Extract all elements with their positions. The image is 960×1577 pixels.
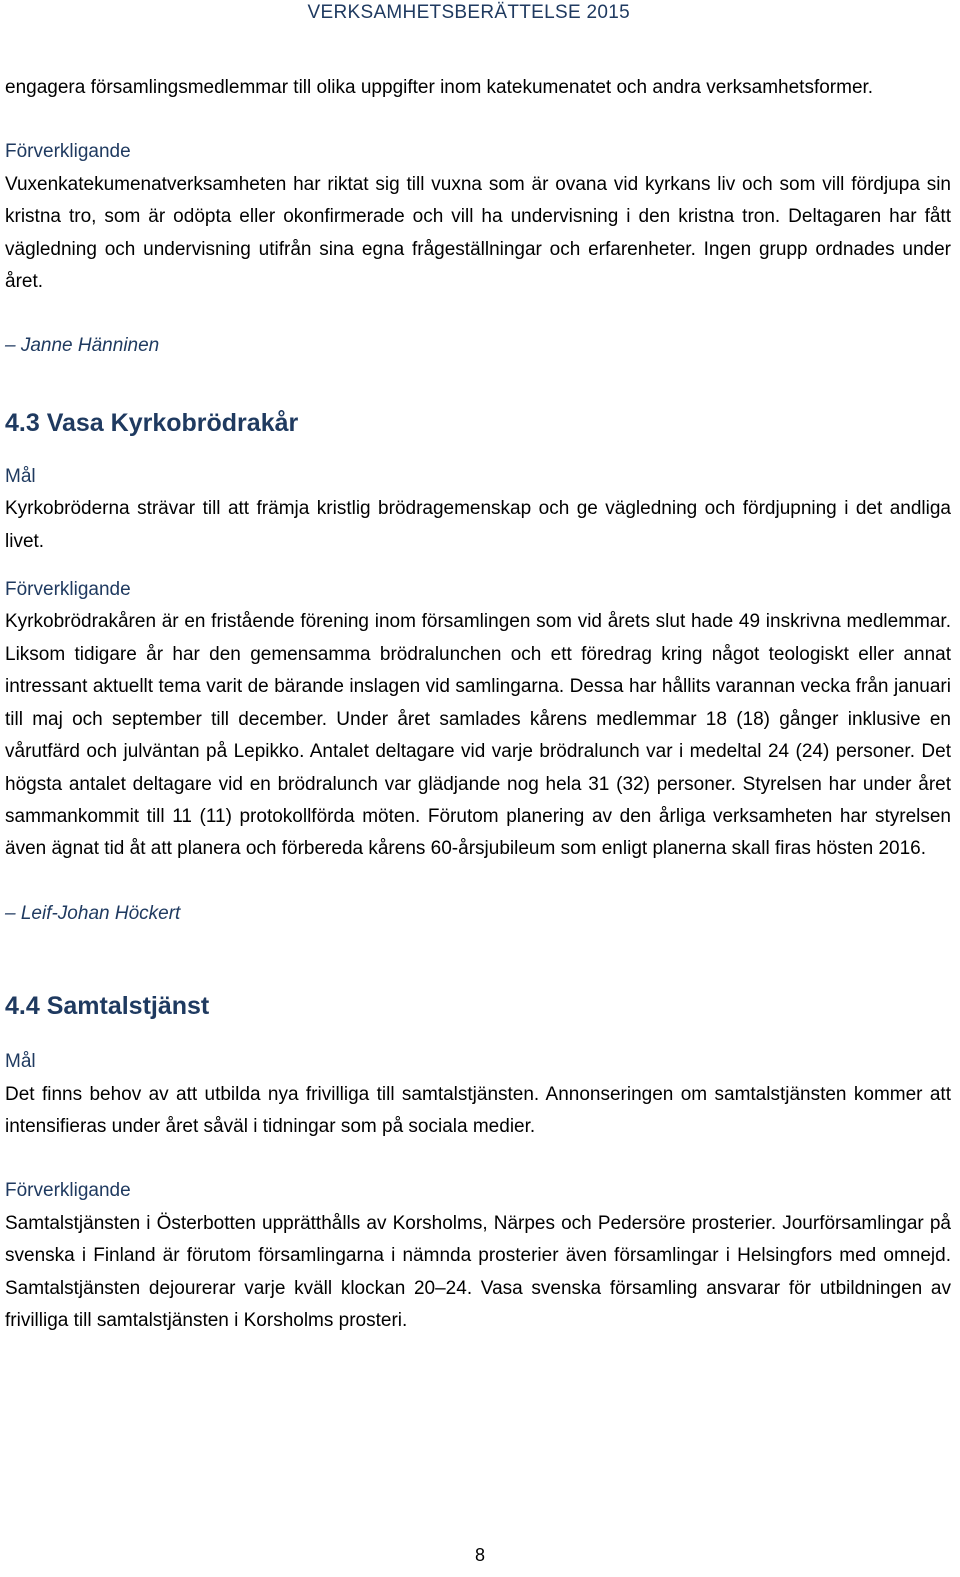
- katekumenat-forverkligande-label: Förverkligande: [5, 141, 131, 163]
- katekumenat-signature: – Janne Hänninen: [5, 335, 160, 357]
- kyrkobrodrakar-signature: – Leif-Johan Höckert: [5, 902, 181, 924]
- running-header: VERKSAMHETSBERÄTTELSE 2015: [307, 2, 630, 23]
- kyrkobrodrakar-mal-label: Mål: [5, 465, 36, 487]
- section-heading-4-3: 4.3 Vasa Kyrkobrödrakår: [5, 408, 299, 437]
- intro-paragraph: engagera församlingsmedlemmar till olika uppgifter inom katekumenatet och andra verksamhetsformer.: [5, 77, 874, 98]
- section-heading-4-4: 4.4 Samtalstjänst: [5, 992, 210, 1021]
- samtalstjanst-forverkligande-label: Förverkligande: [5, 1180, 131, 1202]
- samtalstjanst-forverkligande-text: Samtalstjänsten i Österbotten upprätthålls av Korsholms, Närpes och Pedersöre prosterier. Jourförsamlingar på svenska i Finland är förutom församlingarna i nämnda prosterier även församlingar i Helsingfors med omnejd. Samtalstjänsten dejourerar varje kväll klockan 20–24. Vasa svenska församling ansvarar för utbildningen av frivilliga till samtalstjänsten i Korsholms prosteri.: [5, 1212, 951, 1331]
- page-number: 8: [474, 1545, 485, 1565]
- kyrkobrodrakar-forverkligande-label: Förverkligande: [5, 579, 131, 601]
- samtalstjanst-mal-text: Det finns behov av att utbilda nya frivilliga till samtalstjänsten. Annonseringen om samtalstjänsten kommer att intensifieras under året såväl i tidningar som på sociala medier.: [5, 1083, 951, 1137]
- kyrkobrodrakar-mal-text: Kyrkobröderna strävar till att främja kristlig brödragemenskap och ge vägledning och fördjupning i det andliga livet.: [5, 498, 951, 552]
- samtalstjanst-mal-label: Mål: [5, 1051, 36, 1073]
- kyrkobrodrakar-forverkligande-text: Kyrkobrödrakåren är en fristående förening inom församlingen som vid årets slut hade 49 inskrivna medlemmar. Liksom tidigare år har den gemensamma brödralunchen och ett föredrag kring något teologiskt eller annat intressant aktuellt tema varit de bärande inslagen vid samlingarna. Dessa har hållits varannan vecka från januari till maj och september till december. Under året samlades kårens medlemmar 18 (18) gånger inklusive en vårutfärd och julväntan på Lepikko. Antalet deltagare vid varje brödralunch var i medeltal 24 (24) personer. Det högsta antalet deltagare vid en brödralunch var glädjande nog hela 31 (32) personer. Styrelsen har under året sammankommit till 11 (11) protokollförda möten. Förutom planering av den årliga verksamheten har styrelsen även ägnat tid åt att planera och förbereda kårens 60-årsjubileum som enligt planerna skall firas hösten 2016.: [5, 611, 951, 860]
- page-content: [5, 72, 951, 1337]
- katekumenat-forverkligande-text: Vuxenkatekumenatverksamheten har riktat sig till vuxna som är ovana vid kyrkans liv och som vill fördjupa sin kristna tro, som är odöpta eller okonfirmerade och vill ha undervisning i den kristna tron. Deltagaren har fått vägledning och undervisning utifrån sina egna frågeställningar och erfarenheter. Ingen grupp ordnades under året.: [5, 173, 951, 293]
